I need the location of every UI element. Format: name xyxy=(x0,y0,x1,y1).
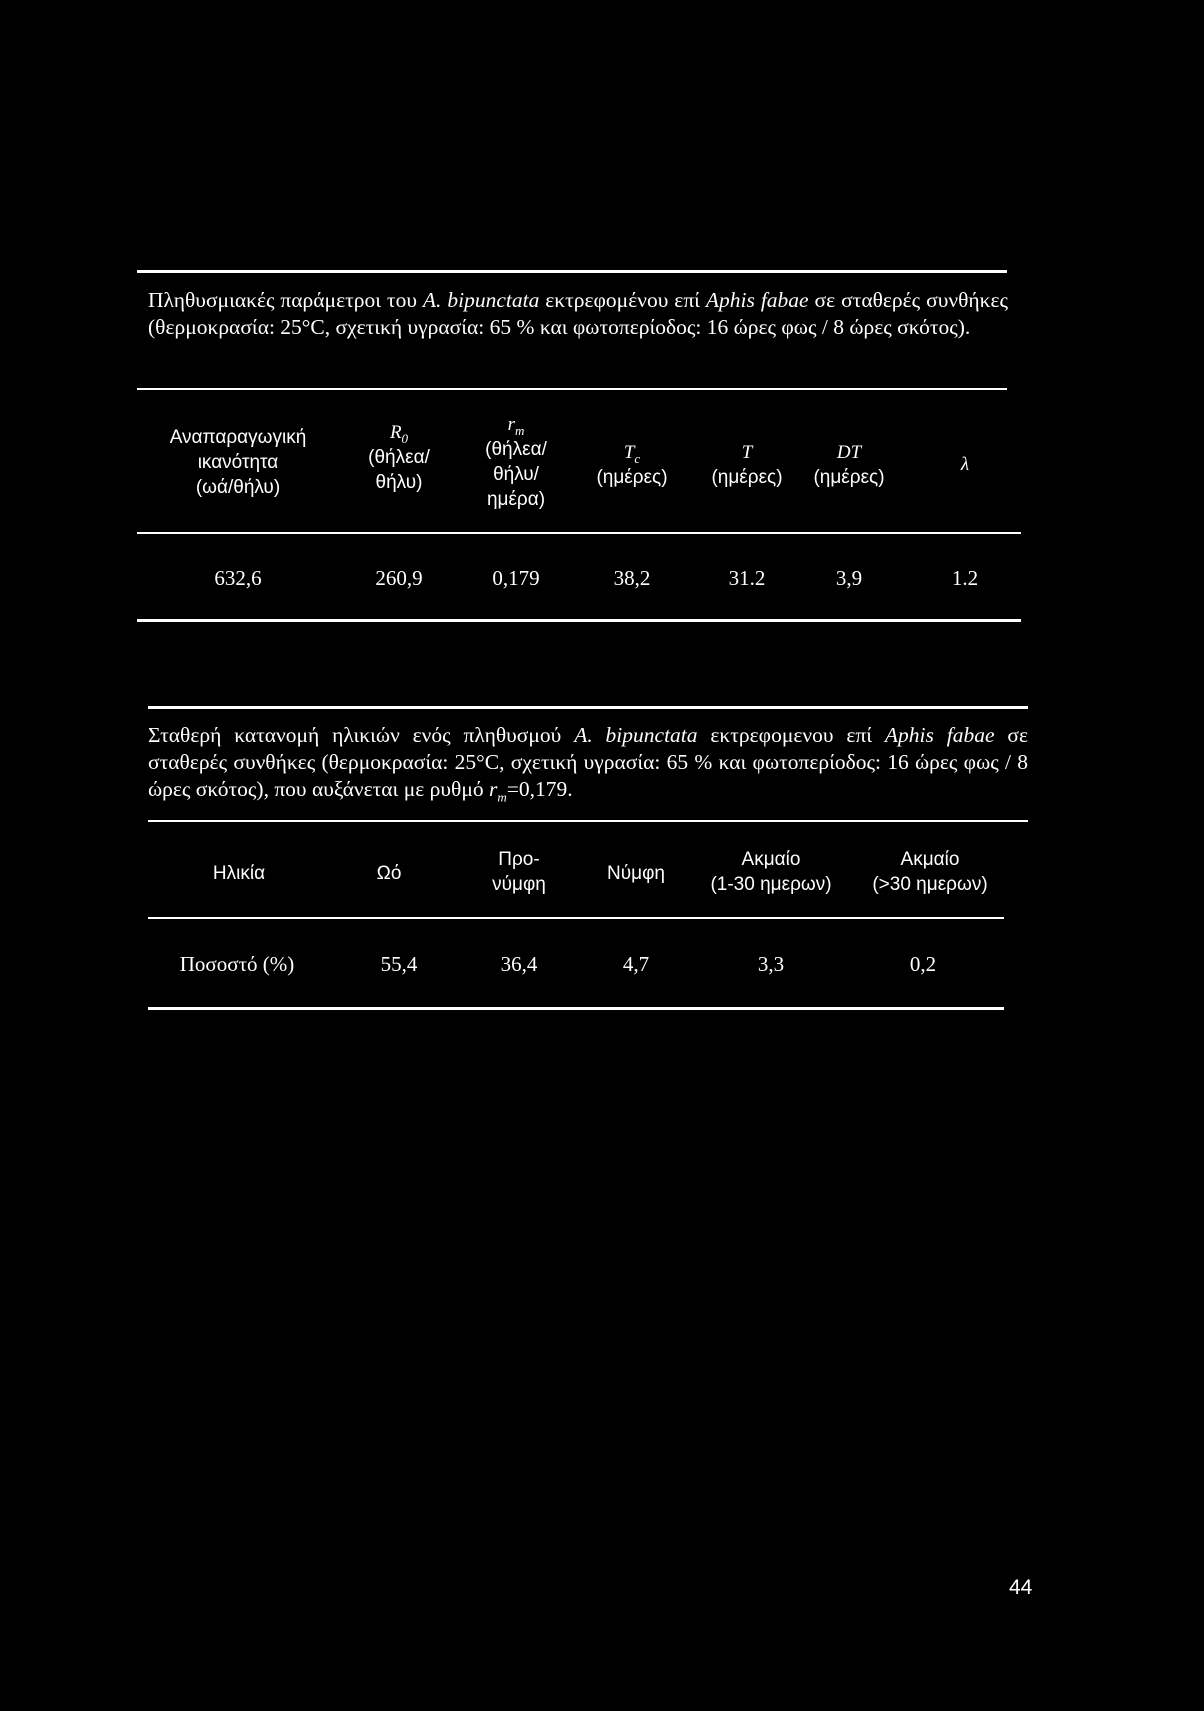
species-name: A. bipunctata xyxy=(574,723,698,747)
value-DT: 3,9 xyxy=(835,566,863,590)
table1-bottom-rule xyxy=(137,619,1021,622)
header-rm: $r_m$ (θήλεα/ θήλυ/ ημέρα) xyxy=(485,414,547,510)
header-lambda: λ xyxy=(960,454,970,475)
value-egg: 55,4 xyxy=(380,952,418,976)
rm-subscript: m xyxy=(497,789,507,805)
table2-bottom-rule xyxy=(148,1007,1004,1010)
header-adult-1-30: Ακμαίο (1-30 ημερων) xyxy=(710,849,832,895)
row-label-percentage: Ποσοστό (%) xyxy=(179,952,295,976)
species-name: A. bipunctata xyxy=(422,288,540,312)
header-reproductive-capacity: Αναπαραγωγική ικανότητα (ωά/θήλυ) xyxy=(169,427,307,498)
caption-text: σε σταθερές συνθήκες (θερμοκρασία: 25°C, σχετική υγρασία: 65 % και φωτοπερίοδος: 16 ώρες φως / 8 ώρες σκότος), που αυξάνεται με ρυθμό xyxy=(148,723,1028,801)
table1-header-top-rule xyxy=(137,388,1007,390)
header-Tc: $T_c$ (ημέρες) xyxy=(596,442,668,488)
table2-top-rule xyxy=(148,706,1028,709)
caption-text: σε σταθερές συνθήκες (θερμοκρασία: 25°C, σχετική υγρασία: 65 % και φωτοπερίοδος: 16 ώρες φως / 8 ώρες σκότος). xyxy=(148,288,1008,339)
value-rm: 0,179 xyxy=(492,566,540,590)
caption-text: Σταθερή κατανομή ηλικιών ενός πληθυσμού xyxy=(148,723,575,747)
host-name: Aphis fabae xyxy=(705,288,809,312)
table1-header-bottom-rule xyxy=(137,532,1021,534)
value-prepupa: 36,4 xyxy=(500,952,538,976)
caption-text: =0,179. xyxy=(506,777,573,801)
header-R0: $R_0$ (θήλεα/ θήλυ) xyxy=(368,422,430,493)
rm-symbol: r xyxy=(488,777,498,801)
caption-text: εκτρεφομενου επί xyxy=(697,723,885,747)
header-egg: Ωό xyxy=(376,863,402,884)
table2-header-top-rule xyxy=(148,820,1028,822)
table2-caption xyxy=(148,722,1028,803)
header-age: Ηλικία xyxy=(212,863,266,884)
page-number: 44 xyxy=(1009,1576,1033,1599)
header-adult-over-30: Ακμαίο (>30 ημερων) xyxy=(872,849,988,895)
value-adult-over-30: 0,2 xyxy=(909,952,937,976)
value-reproductive-capacity: 632,6 xyxy=(214,566,262,590)
header-pupa: Νύμφη xyxy=(607,863,665,884)
caption-text: εκτρεφομένου επί xyxy=(539,288,706,312)
table1-caption xyxy=(148,287,1008,341)
header-prepupa: Προ- νύμφη xyxy=(492,849,546,895)
table2-header-bottom-rule xyxy=(148,917,1004,919)
table1-top-rule xyxy=(137,270,1007,273)
value-T: 31.2 xyxy=(728,566,766,590)
value-adult-1-30: 3,3 xyxy=(757,952,785,976)
host-name: Aphis fabae xyxy=(884,723,995,747)
header-DT: DT (ημέρες) xyxy=(813,442,885,488)
value-pupa: 4,7 xyxy=(622,952,650,976)
value-lambda: 1.2 xyxy=(951,566,979,590)
value-R0: 260,9 xyxy=(375,566,423,590)
caption-text: Πληθυσμιακές παράμετροι του xyxy=(148,288,423,312)
header-T: T (ημέρες) xyxy=(711,442,783,488)
value-Tc: 38,2 xyxy=(613,566,651,590)
